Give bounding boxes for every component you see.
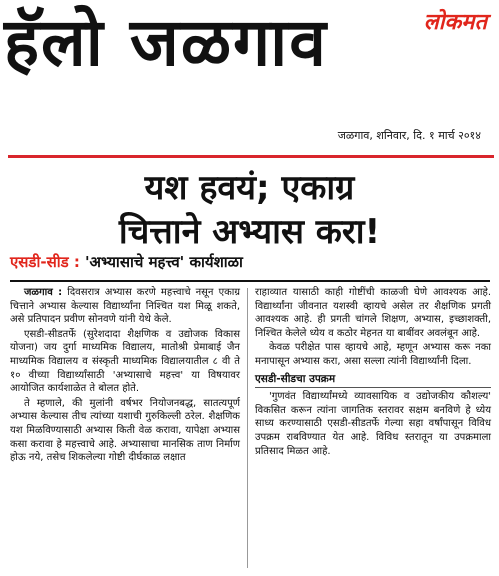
paragraph: 'गुणवंत विद्यार्थ्यांमध्ये व्यावसायिक व उद्योजकीय कौशल्य' विकसित करून त्यांना जागतिक स्तरावर सक्षम बनविणे हे ध्येय साध्य करण्यासाठी एसडी-सीडतर्फे गेल्या सहा वर्षांपासून विविध उपक्रम राबविण्यात येत आहे. विविध स्तरातून या उपक्रमाला प्रतिसाद मिळत आहे. (255, 391, 491, 457)
masthead-divider (8, 155, 494, 158)
column-divider (247, 288, 248, 568)
paragraph: एसडी-सीडतर्फे (सुरेशदादा शैक्षणिक व उद्योजक विकास योजना) जय दुर्गा माध्यमिक विद्यालय, मातोश्री प्रेमाबाई जैन माध्यमिक विद्यालय व संस्कृती माध्यमिक विद्यालयातील ८ वी ते १० वीच्या विद्यार्थ्यांसाठी 'अभ्यासाचे महत्त्व' या विषयावर आयोजित कार्यशाळेत ते बोलत होते. (10, 328, 240, 395)
headline (0, 166, 499, 254)
subheading-org: एसडी-सीड : (10, 253, 80, 271)
dateline: जळगाव, शनिवार, दि. १ मार्च २०१४ (337, 129, 481, 142)
paragraph: राहाव्यात यासाठी काही गोष्टींची काळजी घेणे आवश्यक आहे. विद्यार्थ्यांना जीवनात यशस्वी व्हायचे असेल तर शैक्षणिक प्रगती आवश्यक आहे. ही प्रगती चांगले शिक्षण, अभ्यास, इच्छाशक्ती, निश्चित केलेले ध्येय व कठोर मेहनत या बाबींवर अवलंबून आहे. (255, 287, 491, 339)
subheading (10, 252, 490, 278)
paragraph: ते म्हणाले, की मुलांनी वर्षभर नियोजनबद्ध, सातत्यपूर्ण अभ्यास केल्यास तीच त्यांच्या यशाची गुरुकिल्ली ठरेल. शैक्षणिक यश मिळविण्यासाठी अभ्यास किती वेळ करावा, यापेक्षा अभ्यास कसा करावा हे महत्त्वाचे आहे. अभ्यासाचा मानसिक ताण निर्माण होऊ नये, तसेच शिकलेल्या गोष्टी दीर्घकाळ लक्षात (10, 397, 240, 464)
masthead (0, 0, 499, 160)
headline-line-1: यश हवयं; एकाग्र (144, 168, 355, 208)
subheading-divider (10, 280, 490, 282)
subheading-topic: 'अभ्यासाचे महत्त्व' कार्यशाळा (84, 253, 243, 271)
masthead-title: हॅलो जळगाव (4, 4, 328, 81)
paragraph: केवळ परीक्षेत पास व्हायचे आहे, म्हणून अभ्यास करू नका मनापासून अभ्यास करा, असा सल्ला त्यांनी विद्यार्थ्यांनी दिला. (255, 342, 491, 367)
article-column-left (10, 286, 240, 466)
brand-logo: लोकमत (423, 10, 487, 35)
paragraph-text: दिवसरात्र अभ्यास करणे महत्त्वाचे नसून एकाग्र चित्ताने अभ्यास केल्यास विद्यार्थ्यांना निश्चित यश मिळू शकते, असे प्रतिपादन प्रवीण सोनवणे यांनी येथे केले. (10, 287, 241, 326)
headline-line-2: चित्ताने अभ्यास करा! (118, 212, 381, 252)
lead-place: जळगाव : (24, 287, 63, 298)
article-column-right (255, 286, 491, 459)
paragraph (10, 286, 240, 327)
section-subtitle: एसडी-सीडचा उपक्रम (255, 372, 491, 389)
